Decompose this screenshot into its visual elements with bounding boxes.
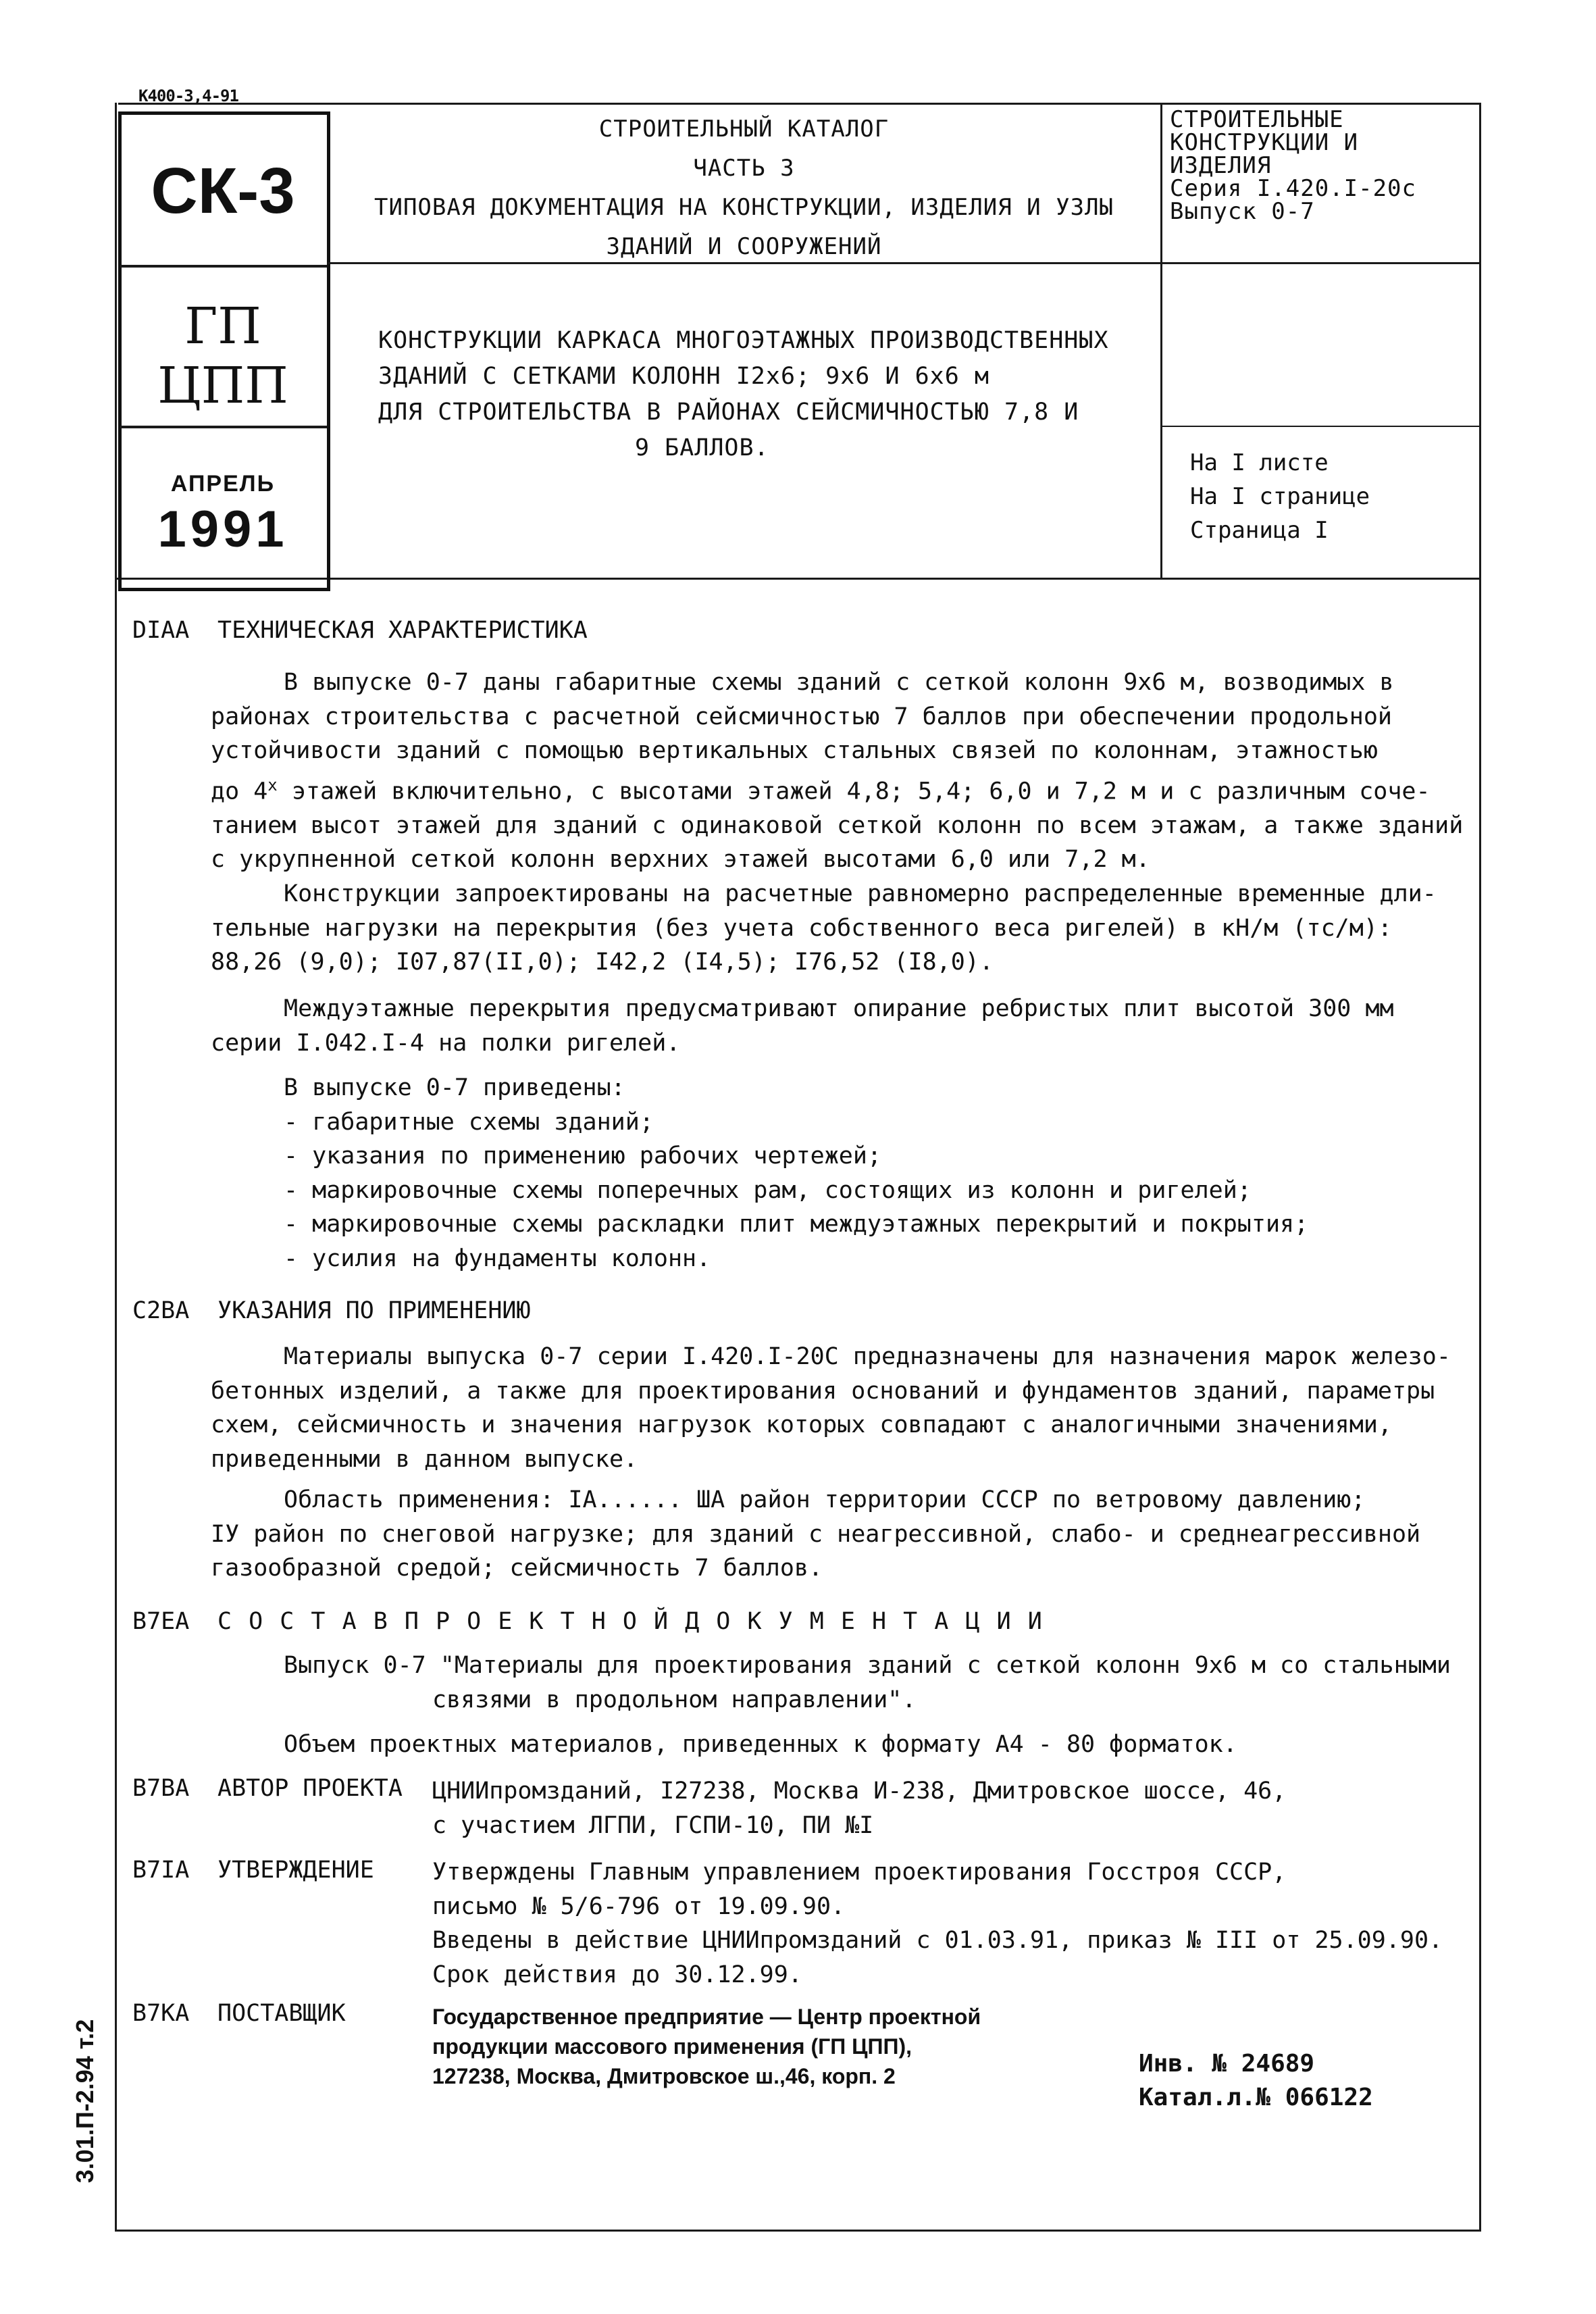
approval-block bbox=[432, 1855, 1443, 1992]
text-line: IУ район по снеговой нагрузке; для зданий с неагрессивной, слабо- и среднеагрессивной bbox=[211, 1520, 1421, 1548]
section-title: С О С Т А В П Р О Е К Т Н О Й Д О К У М Е Н Т А Ц И И bbox=[217, 1608, 1044, 1635]
section-title: УКАЗАНИЯ ПО ПРИМЕНЕНИЮ bbox=[217, 1297, 531, 1324]
side-code: 3.01.П-2.94 т.2 bbox=[71, 2019, 99, 2184]
issue-month: АПРЕЛЬ bbox=[170, 471, 276, 497]
top-code: К400-3,4-91 bbox=[138, 86, 238, 105]
section-title: АВТОР ПРОЕКТА bbox=[217, 1775, 403, 1802]
frame-right-line bbox=[1479, 103, 1481, 2231]
text-line: Утверждены Главным управлением проектирования Госстроя СССР, bbox=[432, 1859, 1287, 1886]
series-line: ИЗДЕЛИЯ bbox=[1170, 152, 1272, 179]
section-code: B7IA bbox=[132, 1857, 190, 1884]
tech-list bbox=[284, 1071, 1308, 1276]
text-line: приведенными в данном выпуске. bbox=[211, 1445, 638, 1473]
text-line: до 4 bbox=[211, 778, 268, 805]
sheet-count: На I листе bbox=[1190, 449, 1329, 476]
text-line: Государственное предприятие — Центр проектной bbox=[432, 2005, 981, 2029]
tech-paragraph-3 bbox=[211, 992, 1394, 1060]
text-line: танием высот этажей для зданий с одинаковой сеткой колонн по всем этажам, а также зданий bbox=[211, 811, 1464, 839]
supplier-block bbox=[432, 2002, 981, 2091]
section-title: ПОСТАВЩИК bbox=[217, 2000, 346, 2027]
frame-bottom-line bbox=[115, 2230, 1481, 2232]
tech-paragraph-1 bbox=[211, 665, 1463, 877]
document-subject bbox=[378, 323, 1109, 466]
usage-paragraph-1 bbox=[211, 1340, 1451, 1476]
catalog-title: СК-3 bbox=[151, 155, 295, 227]
list-item: - маркировочные схемы раскладки плит междуэтажных перекрытий и покрытия; bbox=[284, 1211, 1309, 1238]
text-line: схем, сейсмичность и значения нагрузок которых совпадают с аналогичными значениями, bbox=[211, 1411, 1392, 1438]
text-line: серии I.042.I-4 на полки ригелей. bbox=[211, 1029, 681, 1057]
header-center-line: ТИПОВАЯ ДОКУМЕНТАЦИЯ НА КОНСТРУКЦИИ, ИЗДЕЛИЯ И УЗЛЫ bbox=[374, 194, 1114, 221]
section-code: DIAA bbox=[132, 617, 190, 644]
header-right bbox=[1170, 108, 1416, 223]
header-center-line: ЗДАНИЙ И СООРУЖЕНИЙ bbox=[606, 233, 882, 260]
issue-number: Выпуск 0-7 bbox=[1170, 198, 1315, 225]
volume-line: Объем проектных материалов, приведенных к формату А4 - 80 форматок. bbox=[284, 1731, 1237, 1758]
org-line-2: ЦПП bbox=[157, 357, 288, 415]
section-code: B7EA bbox=[132, 1608, 190, 1635]
text-line: Выпуск 0-7 "Материалы для проектирования зданий с сеткой колонн 9х6 м со стальными bbox=[284, 1652, 1451, 1679]
right-cell-divider bbox=[1162, 426, 1480, 427]
catalog-sheet-number: Катал.л.№ 066122 bbox=[1139, 2084, 1373, 2111]
text-line: продукции массового применения (ГП ЦПП), bbox=[432, 2034, 912, 2059]
section-code: C2BA bbox=[132, 1297, 190, 1324]
text-line: ЦНИИпромзданий, I27238, Москва И-238, Дмитровское шоссе, 46, bbox=[432, 1778, 1287, 1805]
list-item: - габаритные схемы зданий; bbox=[284, 1108, 654, 1136]
subject-line: 9 БАЛЛОВ. bbox=[635, 434, 769, 461]
page-count: На I странице bbox=[1190, 483, 1370, 510]
list-item: - маркировочные схемы поперечных рам, состоящих из колонн и ригелей; bbox=[284, 1176, 1252, 1204]
text-line: связями в продольном направлении". bbox=[432, 1686, 917, 1713]
tech-paragraph-2 bbox=[211, 877, 1437, 980]
text-line: Срок действия до 30.12.99. bbox=[432, 1961, 802, 1988]
issue-year: 1991 bbox=[157, 501, 288, 558]
header-center-line: СТРОИТЕЛЬНЫЙ КАТАЛОГ bbox=[598, 116, 890, 143]
header-right-divider bbox=[1160, 103, 1162, 579]
sheet-info bbox=[1190, 446, 1370, 547]
org-line-1: ГП bbox=[184, 297, 261, 355]
text-line: этажей включительно, с высотами этажей 4,8; 5,4; 6,0 и 7,2 м и с различным соче- bbox=[277, 778, 1431, 805]
text-line: устойчивости зданий с помощью вертикальных стальных связей по колоннам, этажностью bbox=[211, 737, 1378, 764]
header-center bbox=[328, 109, 1160, 266]
text-line: В выпуске 0-7 даны габаритные схемы зданий с сеткой колонн 9х6 м, возводимых в bbox=[284, 669, 1394, 696]
left-box-divider-1 bbox=[120, 265, 327, 268]
text-line: 127238, Москва, Дмитровское ш.,46, корп. 2 bbox=[432, 2064, 896, 2088]
text-line: с укрупненной сеткой колонн верхних этажей высотами 6,0 или 7,2 м. bbox=[211, 846, 1150, 874]
section-code: B7BA bbox=[132, 1775, 190, 1802]
subject-line: ЗДАНИЙ С СЕТКАМИ КОЛОНН I2х6; 9х6 И 6х6 м bbox=[378, 363, 989, 390]
list-intro: В выпуске 0-7 приведены: bbox=[284, 1074, 625, 1101]
list-item: - указания по применению рабочих чертежей; bbox=[284, 1142, 882, 1169]
series-line: СТРОИТЕЛЬНЫЕ bbox=[1170, 106, 1344, 133]
composition-paragraph bbox=[284, 1649, 1451, 1717]
inventory-number: Инв. № 24689 bbox=[1139, 2050, 1315, 2078]
text-line: тельные нагрузки на перекрытия (без учета собственного веса ригелей) в кН/м (тс/м): bbox=[211, 914, 1392, 942]
left-box-divider-2 bbox=[120, 426, 327, 428]
text-line: Введены в действие ЦНИИпромзданий с 01.03.91, приказ № III от 25.09.90. bbox=[432, 1927, 1443, 1954]
text-line: письмо № 5/6-796 от 19.09.90. bbox=[432, 1892, 846, 1920]
text-line: 88,26 (9,0); I07,87(II,0); I42,2 (I4,5); I76,52 (I8,0). bbox=[211, 949, 994, 976]
series-line: КОНСТРУКЦИИ И bbox=[1170, 129, 1359, 156]
text-line: Область применения: IA...... ША район территории СССР по ветровому давлению; bbox=[284, 1486, 1366, 1513]
text-line: Конструкции запроектированы на расчетные равномерно распределенные временные дли- bbox=[284, 880, 1437, 907]
series-number: Серия I.420.I-20с bbox=[1170, 175, 1416, 202]
subject-line: ДЛЯ СТРОИТЕЛЬСТВА В РАЙОНАХ СЕЙСМИЧНОСТЬЮ 7,8 И bbox=[378, 399, 1079, 426]
subject-line: КОНСТРУКЦИИ КАРКАСА МНОГОЭТАЖНЫХ ПРОИЗВОДСТВЕННЫХ bbox=[378, 327, 1109, 354]
frame-top-line bbox=[118, 103, 1480, 105]
frame-left-line bbox=[115, 103, 117, 2231]
text-line: Междуэтажные перекрытия предусматривают опирание ребристых плит высотой 300 мм bbox=[284, 995, 1394, 1022]
inventory-block bbox=[1139, 2047, 1373, 2115]
usage-paragraph-2 bbox=[211, 1483, 1420, 1586]
author-block bbox=[432, 1774, 1286, 1842]
list-item: - усилия на фундаменты колонн. bbox=[284, 1244, 711, 1272]
section-title: ТЕХНИЧЕСКАЯ ХАРАКТЕРИСТИКА bbox=[217, 617, 588, 644]
text-line: газообразной средой; сейсмичность 7 баллов. bbox=[211, 1555, 823, 1582]
superscript: х bbox=[267, 775, 278, 795]
text-line: с участием ЛГПИ, ГСПИ-10, ПИ №I bbox=[432, 1811, 874, 1839]
header-center-line: ЧАСТЬ 3 bbox=[693, 155, 795, 182]
section-title: УТВЕРЖДЕНИЕ bbox=[217, 1857, 374, 1884]
page-number: Страница I bbox=[1190, 517, 1329, 544]
text-line: Материалы выпуска 0-7 серии I.420.I-20С предназначены для назначения марок железо- bbox=[284, 1343, 1451, 1370]
text-line: районах строительства с расчетной сейсмичностью 7 баллов при обеспечении продольной bbox=[211, 703, 1392, 730]
text-line: бетонных изделий, а также для проектирования оснований и фундаментов зданий, параметры bbox=[211, 1377, 1435, 1405]
section-code: B7KA bbox=[132, 2000, 190, 2027]
